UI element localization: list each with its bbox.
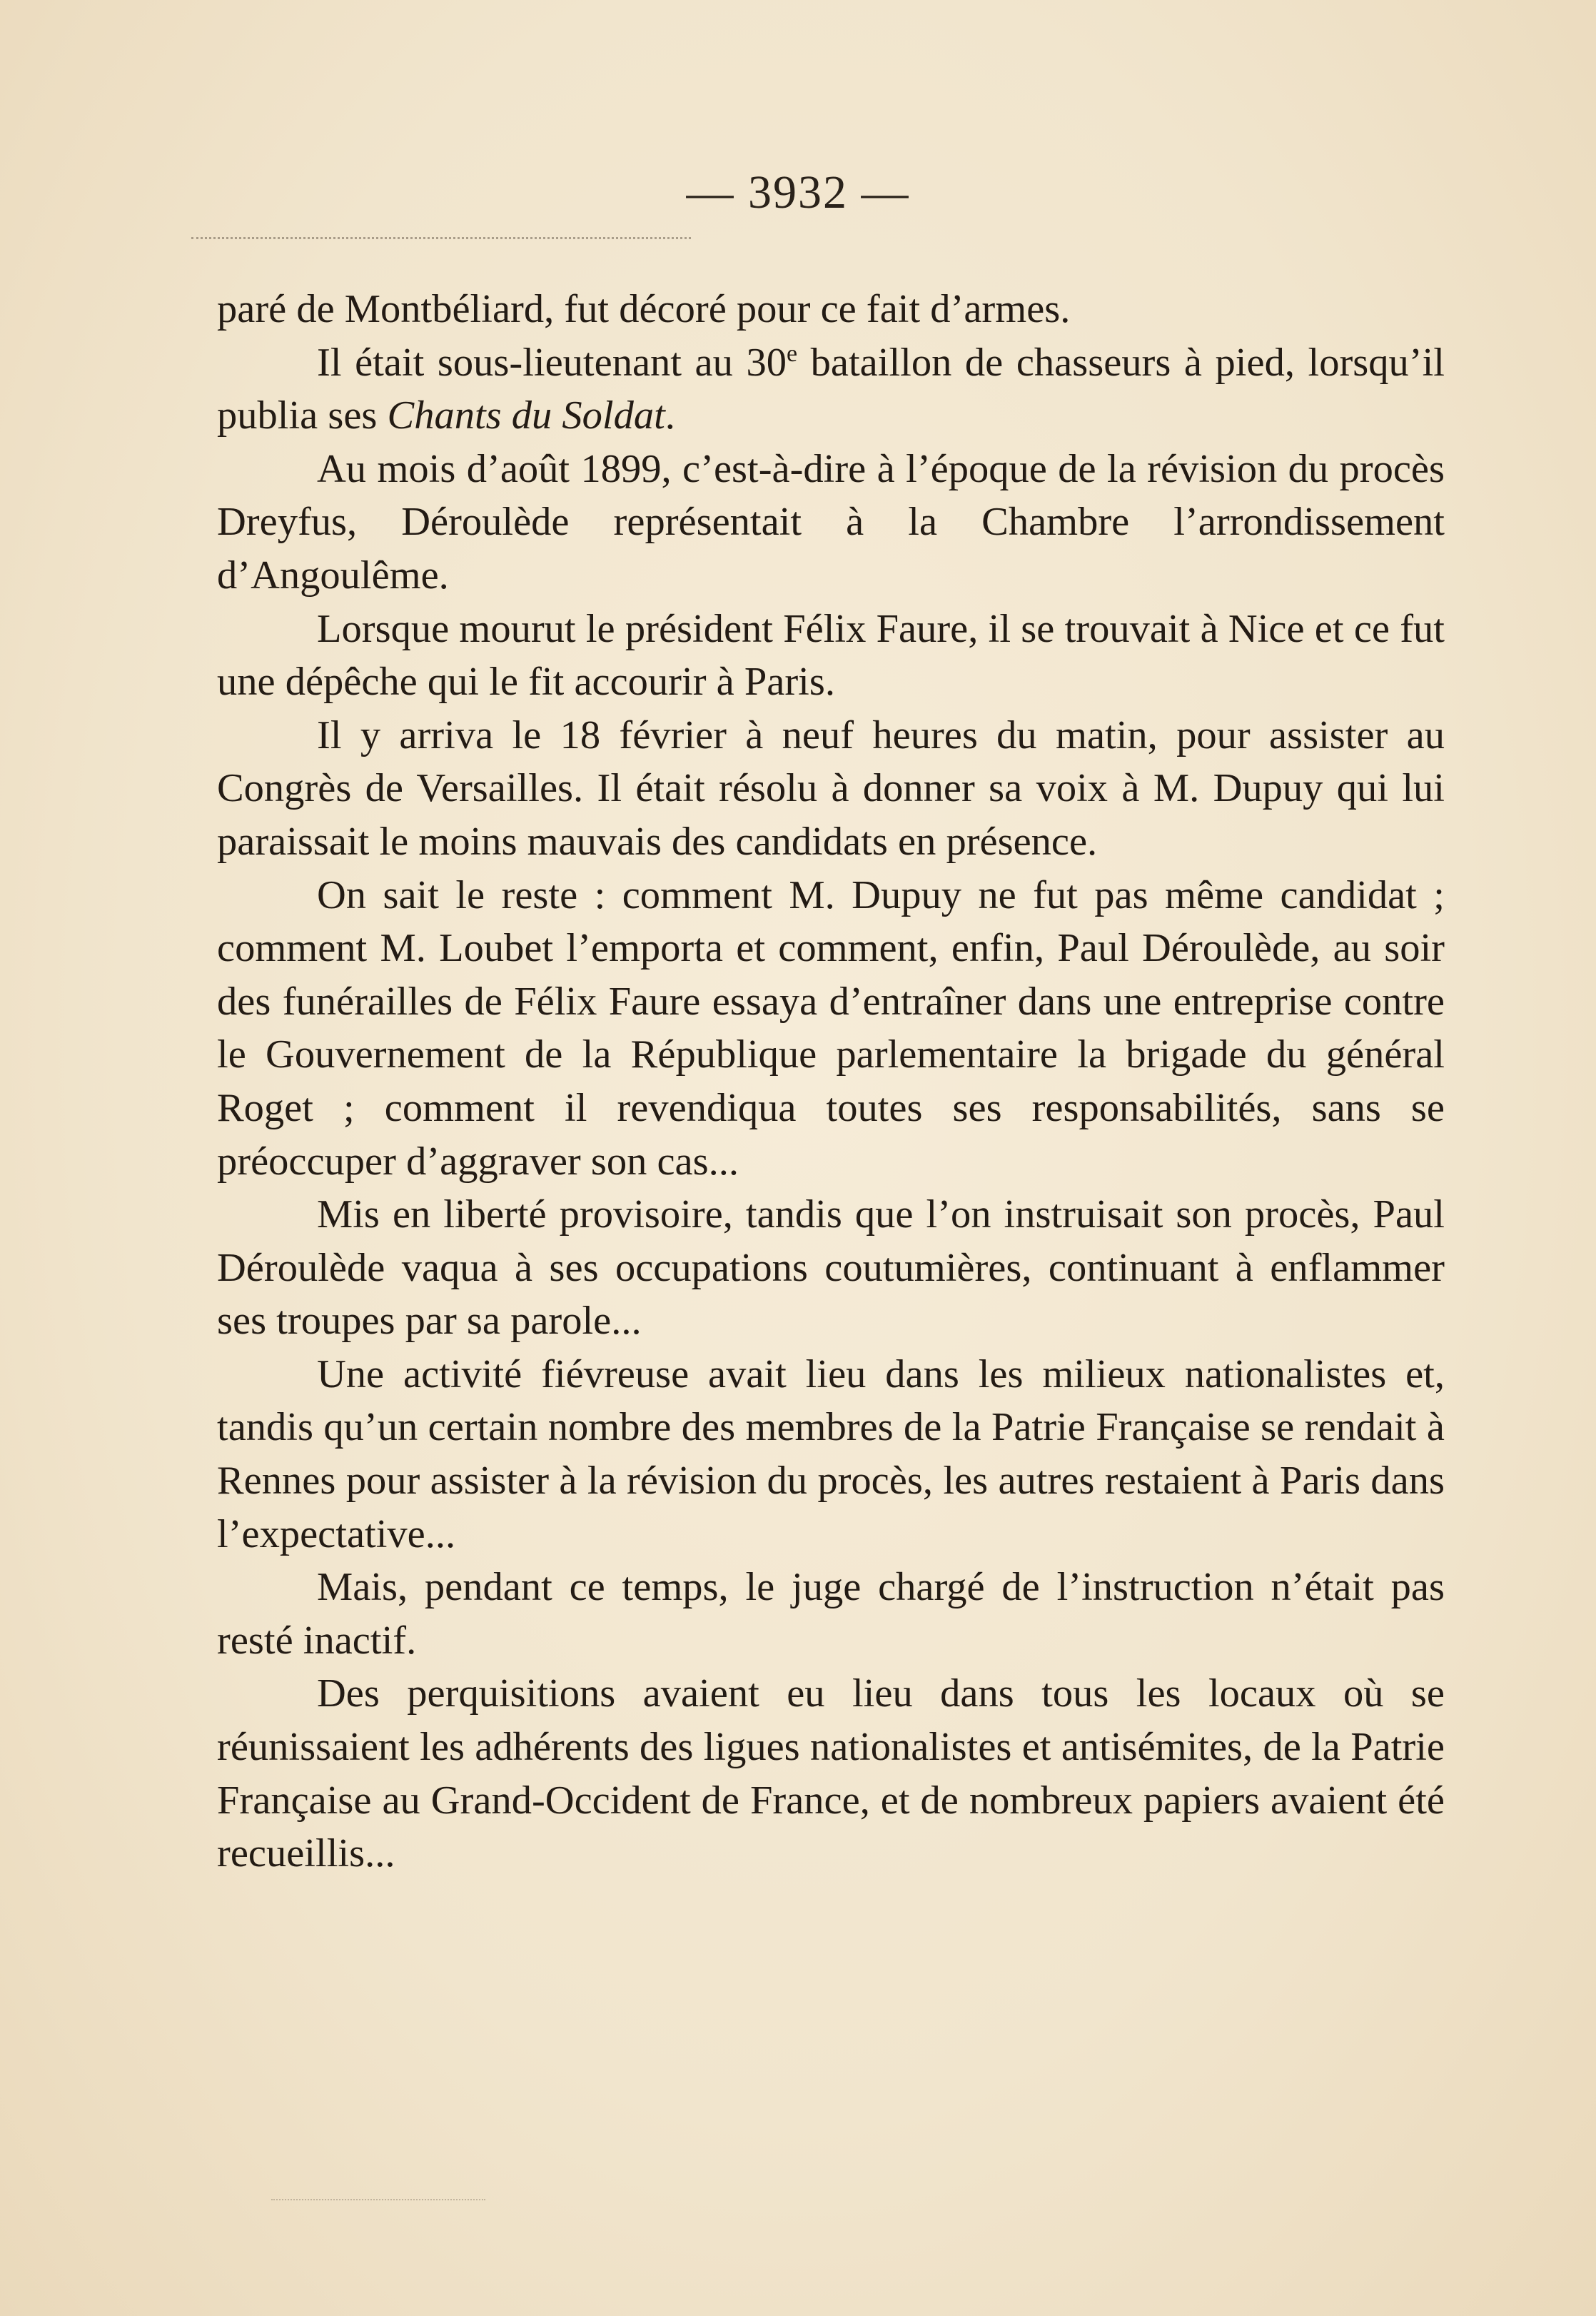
paragraph-sous-lieutenant [217,336,1445,443]
paragraph-perquisitions: Des perquisitions avaient eu lieu dans tous les locaux où se réunissaient les adhérents des ligues nationalistes et antisémites, de la Patrie Française au Grand-Occident de France, et de nombreux papiers avaient été recueillis... [217,1671,1445,1876]
ordinal-superscript: e [786,340,798,367]
paragraph-on-sait-le-reste: On sait le reste : comment M. Dupuy ne fut pas même candidat ; comment M. Loubet l’emporta et comment, enfin, Paul Déroulède, au soir des funérailles de Félix Faure essaya d’entraîner dans une entreprise contre le Gouvernement de la République parlementaire la brigade du général Roget ; comment il revendiqua toutes ses responsabilités, sans se préoccuper d’aggraver son cas... [217,872,1445,1184]
paragraph-continued: paré de Montbéliard, fut décoré pour ce fait d’armes. [217,287,1071,331]
header-rule [191,237,691,239]
page-number: — 3932 — [686,166,910,218]
paragraph-18-fevrier: Il y arriva le 18 février à neuf heures du matin, pour assister au Congrès de Versailles. Il était résolu à donner sa voix à M. Dupuy qui lui paraissait le moins mauvais des candidats en présence. [217,713,1445,864]
paragraph-activite-fievreuse: Une activité fiévreuse avait lieu dans les milieux nationalistes et, tandis qu’un certain nombre des membres de la Patrie Française se rendait à Rennes pour assister à la révision du procès, les autres restaient à Paris dans l’expectative... [217,1351,1445,1556]
paragraph-text: bataillon de chasseurs à pied, lorsqu’il publia ses [217,340,1445,438]
paragraph-felix-faure: Lorsque mourut le président Félix Faure, il se trouvait à Nice et ce fut une dépêche qui le fit accourir à Paris. [217,606,1445,705]
book-title: Chants du Soldat [387,393,665,438]
paragraph-liberte-provisoire: Mis en liberté provisoire, tandis que l’on instruisait son procès, Paul Déroulède vaqua à ses occupations coutumières, continuant à enflammer ses troupes par sa parole... [217,1192,1445,1344]
paragraph-text: Il était sous-lieutenant au 30 [317,340,787,385]
paragraph-juge: Mais, pendant ce temps, le juge chargé de l’instruction n’était pas resté inactif. [217,1565,1445,1663]
footer-rule [271,2199,485,2200]
body-text [217,283,1445,1881]
paragraph-aout-1899: Au mois d’août 1899, c’est-à-dire à l’époque de la révision du procès Dreyfus, Déroulède représentait à la Chambre l’arrondissement d’Angoulême. [217,446,1445,598]
paragraph-text: . [665,393,675,438]
